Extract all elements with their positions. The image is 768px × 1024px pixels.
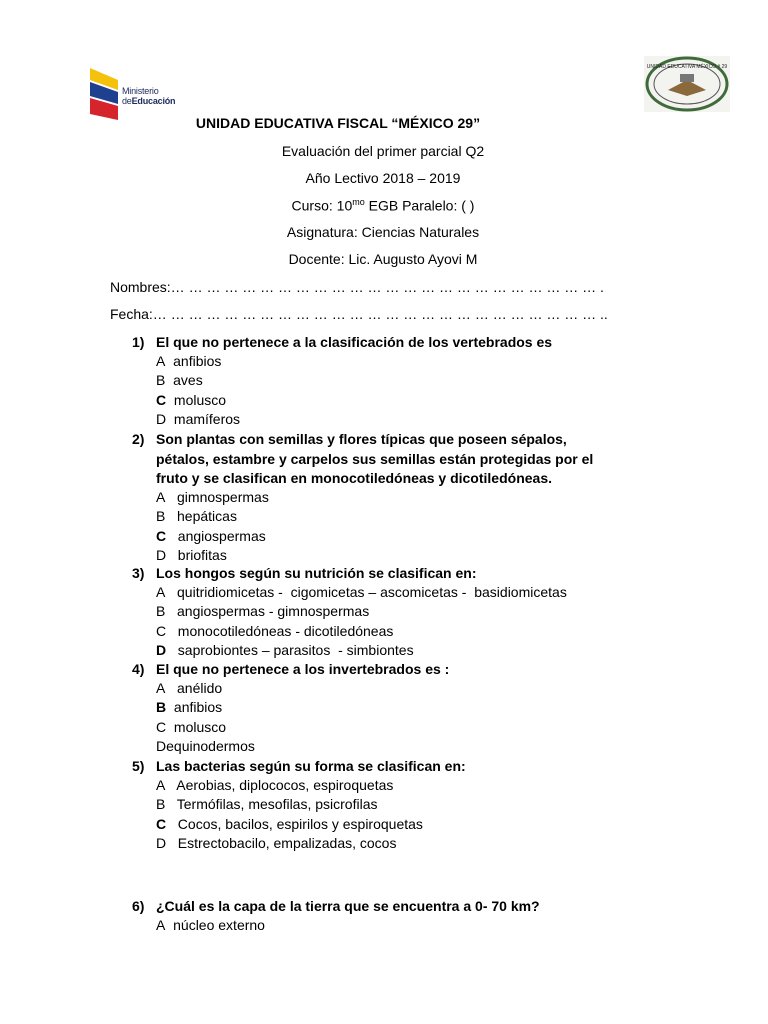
option-letter: A xyxy=(156,777,166,793)
option-letter: D xyxy=(156,835,167,852)
option-a xyxy=(156,777,393,793)
ministry-logo xyxy=(88,66,176,122)
question-text-line: fruto y se clasifican en monocotiledóneas y dicotiledóneas. xyxy=(156,470,552,486)
question-text: Las bacterias según su forma se clasifican en: xyxy=(156,758,466,774)
question-text: Son plantas con semillas y flores típicas que poseen sépalos, xyxy=(156,431,567,447)
option-c xyxy=(156,623,393,639)
option-letter: B xyxy=(156,372,166,389)
question-text: El que no pertenece a los invertebrados es : xyxy=(156,661,450,677)
option-text: molusco xyxy=(166,391,227,408)
option-text: Estrectobacilo, empalizadas, cocos xyxy=(166,835,397,852)
option-letter: C xyxy=(156,815,167,832)
option-a xyxy=(156,917,265,933)
school-title: UNIDAD EDUCATIVA FISCAL “MÉXICO 29” xyxy=(195,115,481,131)
subject-line: Asignatura: Ciencias Naturales xyxy=(286,224,480,240)
option-text: angiospermas - gimnospermas xyxy=(165,603,370,620)
option-b xyxy=(156,508,237,524)
option-text: aves xyxy=(165,372,203,389)
option-letter: B xyxy=(156,796,166,813)
question-number: 6) xyxy=(132,898,145,914)
question-4 xyxy=(132,660,449,680)
option-text: Termófilas, mesofilas, psicrofilas xyxy=(165,796,378,813)
option-text: molusco xyxy=(166,718,227,735)
option-letter: B xyxy=(156,603,166,620)
question-text: El que no pertenece a la clasificación de los vertebrados es xyxy=(156,334,553,350)
option-text: angiospermas xyxy=(166,527,266,544)
question-number: 2) xyxy=(132,431,145,447)
question-text-line: pétalos, estambre y carpelos sus semillas están protegidas por el xyxy=(156,450,594,467)
option-text: equinodermos xyxy=(166,738,255,755)
option-b xyxy=(156,603,369,619)
option-letter: C xyxy=(156,718,167,735)
option-text: saprobiontes – parasitos - simbiontes xyxy=(166,642,414,659)
option-c xyxy=(156,528,266,544)
date-field: Fecha:… … … … … … … … … … … … … … … … … … … … … … … … … .. xyxy=(110,306,608,322)
question-6 xyxy=(132,897,540,917)
option-text: Aerobias, diplococos, espiroquetas xyxy=(165,777,394,793)
ministry-line2-prefix: de xyxy=(122,96,132,106)
option-a xyxy=(156,353,221,369)
option-c xyxy=(156,816,423,832)
question-1 xyxy=(132,333,552,353)
question-text: ¿Cuál es la capa de la tierra que se encuentra a 0- 70 km? xyxy=(156,898,540,914)
option-letter: D xyxy=(156,642,167,659)
seal-text: UNIDAD EDUCATIVA MÉXICO # 29 xyxy=(646,64,728,70)
option-text: quitridiomicetas - cigomicetas – ascomicetas - basidiomicetas xyxy=(165,584,567,600)
option-text: anélido xyxy=(165,680,223,696)
question-number: 3) xyxy=(132,565,145,581)
option-text: hepáticas xyxy=(165,508,237,525)
option-c xyxy=(156,392,226,408)
option-b xyxy=(156,796,377,812)
school-seal-icon xyxy=(644,56,730,112)
option-letter: C xyxy=(156,391,167,408)
option-letter: B xyxy=(156,508,166,525)
option-b xyxy=(156,372,203,388)
question-2 xyxy=(132,430,593,489)
question-5 xyxy=(132,757,466,777)
option-b xyxy=(156,699,222,715)
option-a xyxy=(156,584,567,600)
question-number: 4) xyxy=(132,661,145,677)
option-d xyxy=(156,547,227,563)
question-number: 1) xyxy=(132,334,145,350)
option-text: mamíferos xyxy=(166,411,241,428)
ministry-line1: Ministerio xyxy=(122,86,159,96)
option-letter: C xyxy=(156,622,167,639)
question-number: 5) xyxy=(132,758,145,774)
option-d xyxy=(156,738,255,754)
option-letter: A xyxy=(156,584,166,600)
option-d xyxy=(156,411,240,427)
option-d xyxy=(156,835,396,851)
option-letter: D xyxy=(156,547,167,564)
names-field: Nombres:… … … … … … … … … … … … … … … … … … … … … … … … . xyxy=(110,279,604,295)
option-letter: A xyxy=(156,353,166,369)
question-3 xyxy=(132,564,477,584)
option-c xyxy=(156,719,226,735)
option-letter: B xyxy=(156,699,167,716)
ecuador-flag-icon xyxy=(88,66,122,122)
option-text: anfibios xyxy=(165,353,222,369)
course-line: Curso: $10^{mo}$ EGB Paralelo: ( ) xyxy=(291,197,475,214)
question-text: Los hongos según su nutrición se clasifican en: xyxy=(156,565,477,581)
teacher-line: Docente: Lic. Augusto Ayovi M xyxy=(288,251,478,267)
option-letter: C xyxy=(156,527,167,544)
option-text: núcleo externo xyxy=(165,917,265,933)
option-letter: A xyxy=(156,680,166,696)
option-letter: A xyxy=(156,917,166,933)
option-text: Cocos, bacilos, espirilos y espiroquetas xyxy=(166,815,423,832)
option-a xyxy=(156,489,269,505)
ministry-line2: Educación xyxy=(131,96,176,106)
option-text: gimnospermas xyxy=(165,489,269,505)
option-d xyxy=(156,642,414,658)
option-text: anfibios xyxy=(166,699,223,716)
option-letter: A xyxy=(156,489,166,505)
option-letter: D xyxy=(156,738,167,755)
option-text: monocotiledóneas - dicotiledóneas xyxy=(166,622,394,639)
exam-title: Evaluación del primer parcial Q2 xyxy=(281,143,485,159)
option-a xyxy=(156,680,222,696)
school-year: Año Lectivo 2018 – 2019 xyxy=(305,170,461,186)
option-text: briofitas xyxy=(166,547,227,564)
option-letter: D xyxy=(156,411,167,428)
